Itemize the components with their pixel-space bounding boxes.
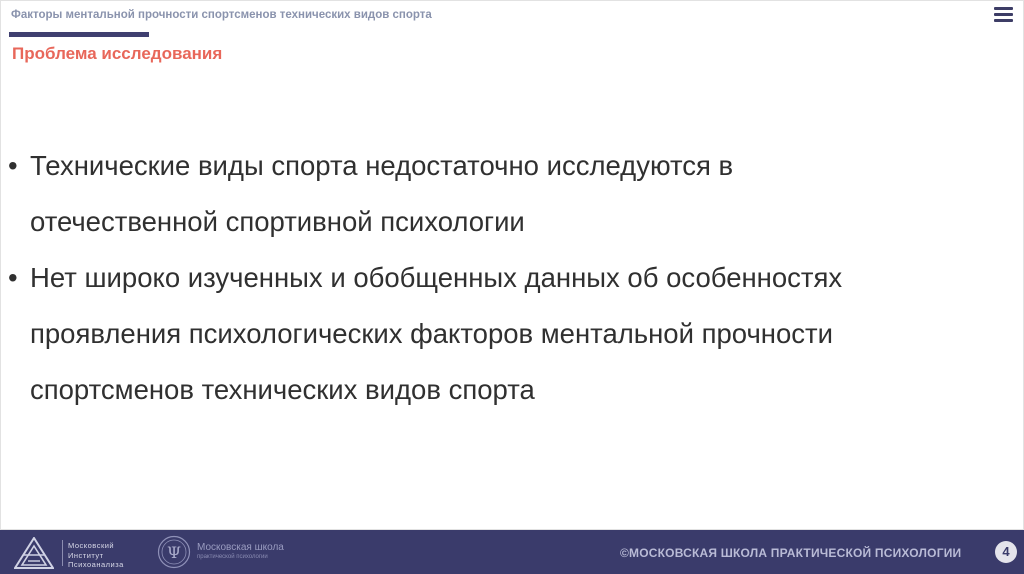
copyright-text: ©МОСКОВСКАЯ ШКОЛА ПРАКТИЧЕСКОЙ ПСИХОЛОГИИ (620, 546, 962, 560)
institute-name-line: Московский (68, 541, 115, 550)
footer-divider (62, 540, 63, 566)
institute-logo-icon (14, 537, 54, 569)
school-logo-icon (157, 535, 191, 569)
bullet-line: Технические виды спорта недостаточно исследуются в (30, 150, 734, 181)
bullet-line: Нет широко изученных и обобщенных данных об особенностях (30, 262, 843, 293)
institute-name-line: Институт (68, 550, 104, 560)
bullet-marker: • (8, 150, 18, 181)
institute-name (68, 541, 124, 570)
bullet-marker: • (8, 262, 18, 293)
bullet-line: отечественной спортивной психологии (30, 206, 525, 237)
bullet-item (8, 138, 998, 250)
presentation-title: Факторы ментальной прочности спортсменов технических видов спорта (11, 9, 432, 21)
section-title: Проблема исследования (12, 44, 223, 63)
bullet-line: проявления психологических факторов ментальной прочности (30, 318, 833, 349)
school-name: Московская школа (197, 542, 284, 553)
school-subtitle: практической психологии (197, 554, 268, 560)
bullet-list (8, 138, 998, 418)
institute-name-line: Психоанализа (68, 560, 124, 569)
svg-text:Ψ: Ψ (166, 543, 182, 562)
bullet-item (8, 250, 998, 418)
bullet-line: спортсменов технических видов спорта (30, 374, 535, 405)
title-underline (9, 32, 149, 37)
page-number-badge: 4 (995, 541, 1017, 563)
footer-bar (0, 530, 1024, 574)
hamburger-menu-icon[interactable] (994, 7, 1013, 22)
